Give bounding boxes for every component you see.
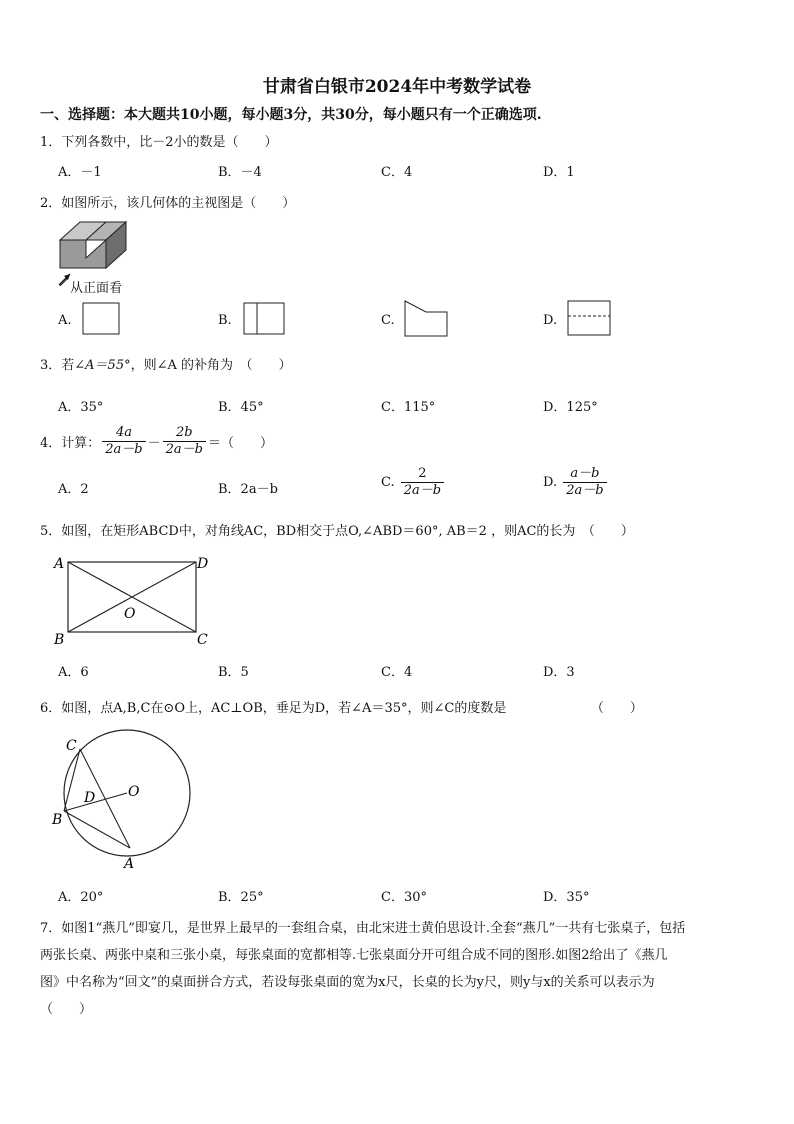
q4-fraction-2-denominator: 2a－b <box>165 442 203 457</box>
q4-option-b: B．2a－b <box>218 482 278 497</box>
q5-label-a: A <box>54 556 65 572</box>
q1-option-c: C．4 <box>381 165 413 180</box>
q2-option-b-figure <box>243 302 287 336</box>
q5-label-b: B <box>54 632 65 648</box>
q1-option-d: D．1 <box>543 165 575 180</box>
q2-option-a: A. <box>58 313 72 328</box>
q6-label-a: A <box>124 856 135 872</box>
q5-option-d: D．3 <box>543 665 575 680</box>
q4-fraction-1-numerator: 4a <box>102 425 145 442</box>
q4-option-d-fraction <box>563 466 606 499</box>
q6-label-d: D <box>84 790 96 806</box>
q3-option-a: A．35° <box>58 400 104 415</box>
q7-line-3: 图》中名称为“回文”的桌面拼合方式，若设每张桌面的宽为x尺，长桌的长为y尺，则y与x的关系可以表示为 <box>40 975 655 990</box>
q4-option-c-label: C. <box>381 475 395 490</box>
paper-title: 甘肃省白银市2024年中考数学试卷 <box>262 77 532 97</box>
question-5-stem: 5．如图，在矩形ABCD中，对角线AC，BD相交于点O,∠ABD＝60°, AB＝2 ，则AC的长为 （ ） <box>40 524 634 539</box>
q3-stem-expr: ∠A＝55° <box>74 358 131 373</box>
question-1-stem: 1．下列各数中，比－2小的数是（ ） <box>40 135 278 150</box>
q4-fraction-2-numerator: 2b <box>163 425 206 442</box>
q4-option-c <box>381 466 446 499</box>
q6-circle-figure <box>50 732 200 872</box>
q2-solid-figure <box>56 218 136 280</box>
q6-label-b: B <box>52 812 63 828</box>
question-7-stem <box>40 915 756 1023</box>
q6-option-a: A．20° <box>58 890 104 905</box>
q2-view-label: 从正面看 <box>70 281 123 296</box>
q7-line-4: （ ） <box>40 1002 93 1017</box>
question-6-stem: 6．如图，点A,B,C在⊙O上，AC⊥OB，垂足为D，若∠A＝35°，则∠C的度数是 （ ） <box>40 701 643 716</box>
q2-option-d: D. <box>543 313 558 328</box>
q6-option-d: D．35° <box>543 890 590 905</box>
q5-label-o: O <box>124 606 136 622</box>
section-heading: 一、选择题：本大题共10小题，每小题3分，共30分，每小题只有一个正确选项. <box>40 107 542 123</box>
q4-option-c-numerator: 2 <box>401 466 444 483</box>
q4-option-d-label: D. <box>543 475 558 490</box>
q5-option-a: A．6 <box>58 665 89 680</box>
q6-option-c: C．30° <box>381 890 427 905</box>
q5-option-c: C．4 <box>381 665 413 680</box>
q2-option-a-figure <box>82 302 122 336</box>
q2-option-d-figure <box>567 300 613 338</box>
q4-fraction-1 <box>102 425 145 458</box>
q6-option-b: B．25° <box>218 890 264 905</box>
q3-stem-post: ，则∠A 的补角为 （ ） <box>130 358 292 373</box>
q4-stem-post: ＝（ ） <box>207 436 273 451</box>
q2-option-b: B. <box>218 313 232 328</box>
q3-option-d: D．125° <box>543 400 598 415</box>
q2-option-c-figure <box>404 300 450 338</box>
q4-fraction-2 <box>163 425 206 458</box>
q2-option-c: C. <box>381 313 395 328</box>
q4-option-d <box>543 466 609 499</box>
q4-option-a: A．2 <box>58 482 89 497</box>
q4-option-d-numerator: a－b <box>563 466 606 483</box>
q3-option-c: C．115° <box>381 400 436 415</box>
q5-option-b: B．5 <box>218 665 249 680</box>
q4-option-c-fraction <box>401 466 444 499</box>
q7-line-1: 7．如图1“燕几”即宴几，是世界上最早的一套组合桌，由北宋进士黄伯思设计.全套“燕几”一共有七张桌子，包括 <box>40 921 686 936</box>
q3-option-b: B．45° <box>218 400 264 415</box>
q6-label-c: C <box>66 738 77 754</box>
q4-option-d-denominator: 2a－b <box>566 483 604 498</box>
q4-fraction-1-denominator: 2a－b <box>105 442 143 457</box>
q4-option-c-denominator: 2a－b <box>403 483 442 498</box>
q4-stem-pre: 4．计算： <box>40 436 101 451</box>
q6-label-o: O <box>128 784 140 800</box>
q5-label-d: D <box>197 556 209 572</box>
q3-stem-pre: 3．若 <box>40 358 75 373</box>
q1-option-a: A．－1 <box>58 165 102 180</box>
q1-option-b: B．－4 <box>218 165 262 180</box>
question-2-stem: 2．如图所示，该几何体的主视图是（ ） <box>40 196 296 211</box>
question-3-stem <box>40 354 292 373</box>
question-4-stem <box>40 425 273 458</box>
q5-label-c: C <box>197 632 208 648</box>
q4-minus: － <box>147 436 161 451</box>
q5-rectangle-figure <box>50 548 220 648</box>
q7-line-2: 两张长桌、两张中桌和三张小桌，每张桌面的宽都相等.七张桌面分开可组合成不同的图形.如图2给出了《燕几 <box>40 948 668 963</box>
